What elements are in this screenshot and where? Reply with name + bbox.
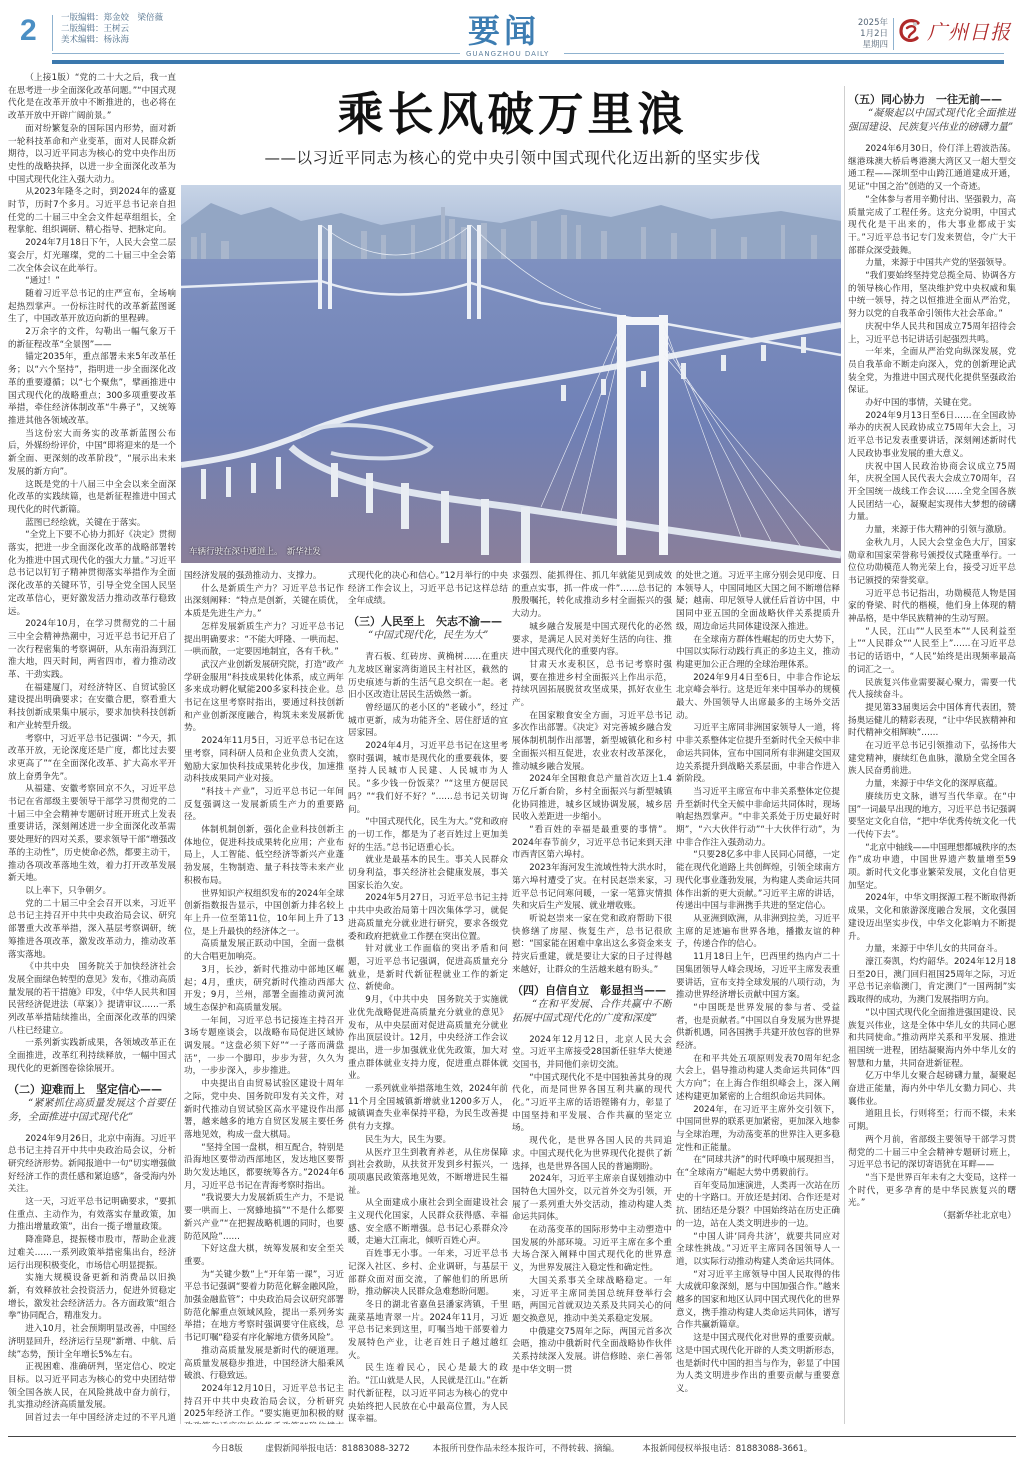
- column-divider: [180, 570, 181, 1424]
- article-column-1: [8, 72, 176, 1424]
- article-paragraph: “中国既是世界发展的参与者、受益者，也是贡献者。”中国以自身发展为世界提供新机遇，同各国携手共建开放包容的世界经济。: [676, 1002, 840, 1052]
- editor-credit: 一版编辑：郑金姣 梁倍薇: [61, 13, 164, 23]
- article-paragraph: 甘肃天水麦积区，总书记考察时强调，要在推进乡村全面振兴上作出示范，持续巩固拓展脱贫攻坚成果，抓好农业生产。: [512, 659, 672, 709]
- article-paragraph: “我说要大力发展新质生产力，不是说要一哄而上、一窝蜂地搞”“不是什么都要新兴产业”“在把握战略机遇的同时，也要防范风险”……: [184, 1193, 344, 1242]
- article-paragraph: 城乡融合发展是中国式现代化的必然要求，是满足人民对美好生活的向往、推进中国式现代化的重要内容。: [512, 621, 672, 658]
- article-paragraph: 《中共中央 国务院关于加快经济社会发展全面绿色转型的意见》发布，《推动高质量发展的若干措施》印发，《中华人民共和国民营经济促进法（草案）》提请审议……一系列改革举措陆续推出，全面深化改革的四梁八柱已经建立。: [8, 962, 176, 1036]
- article-paragraph: 百年变局加速演进，人类再一次站在历史的十字路口。开放还是封闭、合作还是对抗、团结还是分裂？中国始终站在历史正确的一边，站在人类文明进步的一边。: [676, 1180, 840, 1229]
- article-paragraph: 2024年9月26日，北京中南海。习近平总书记主持召开中共中央政治局会议，分析研究经济形势。新闻报道中一句“切实增强做好经济工作的责任感和紧迫感”，备受海内外关注。: [8, 1133, 176, 1195]
- article-paragraph: 3月，长沙，新时代推动中部地区崛起；4月，重庆，研究新时代推动西部大开发；9月，兰州，部署全面推动黄河流域生态保护和高质量发展。: [184, 964, 344, 1013]
- article-paragraph: 在和平共处五项原则发表70周年纪念大会上，倡导推动构建人类命运共同体“四大方向”；在上海合作组织峰会上，深入阐述构建更加紧密的上合组织命运共同体。: [676, 1053, 840, 1102]
- section-heading: （二）迎难而上 坚定信心——: [8, 1082, 162, 1096]
- article-paragraph: 2024年7月18日下午，人民大会堂二层宴会厅，灯光璀璨，党的二十届三中全会第二次全体会议在此举行。: [8, 238, 176, 274]
- article-paragraph: 民生连着民心，民心是最大的政治。“江山就是人民，人民就是江山。”在新时代新征程，以习近平同志为核心的党中央始终把人民放在心中最高位置，为人民谋幸福。: [348, 1363, 508, 1424]
- newspaper-logo[interactable]: [898, 16, 1011, 45]
- article-paragraph: 一年间，习近平总书记接连主持召开3场专题座谈会，以战略布局促进区域协调发展。“这盘必须下好”“一子落而满盘活”，一步一个脚印，步步为营，久久为功，一步步深入，步步推进。: [184, 1015, 344, 1077]
- column-divider: [844, 86, 845, 1424]
- footer-infringement-hotline: 本报新闻侵权举报电话：81883088-3661。: [642, 1444, 813, 1454]
- article-paragraph: 在动荡变革的国际形势中主动塑造中国发展的外部环境。习近平主席在多个重大场合深入阐释中国式现代化的世界意义，为世界发展注入稳定性和确定性。: [512, 1225, 672, 1274]
- article-paragraph: “人民，江山”“人民至本”“人民利益至上”“人民群众”“人民至上”……在习近平总书记的话语中，“人民”始终是出现频率最高的词汇之一。: [848, 626, 1016, 675]
- article-paragraph: “全体参与者用辛勤付出、坚强毅力，高质量完成了工程任务。这充分说明，中国式现代化是干出来的，伟大事业都成于实干。”习近平总书记专门发来贺信，令广大干部群众深受鼓舞。: [848, 194, 1016, 256]
- footer-copyright: 本报所刊登作品未经本报许可，不得转载、摘编。: [432, 1444, 620, 1454]
- article-paragraph: “只要28亿多中非人民同心同德，一定能在现代化道路上共创辉煌，引领全球南方现代化事业蓬勃发展，为构建人类命运共同体作出新的更大贡献。”习近平主席的讲话，传递出中国与非洲携手共进的坚定信心。: [676, 850, 840, 912]
- article-paragraph: 青石板、红砖房、黄桷树……在重庆九龙坡区谢家湾街道民主村社区，截然的历史痕迹与新的生活气息交织在一起。老旧小区改造让居民生活焕然一新。: [348, 652, 508, 701]
- masthead: [0, 0, 1024, 66]
- article-paragraph: 大国关系事关全球战略稳定。一年来，习近平主席同美国总统拜登举行会晤，两国元首就双边关系及共同关心的问题交换意见，推动中美关系稳定发展。: [512, 1275, 672, 1324]
- article-paragraph: 2024年12月12日，北京人民大会堂。习近平主席接受28国新任驻华大使递交国书，并同他们亲切交流。: [512, 1034, 672, 1070]
- article-paragraph: 的处世之道。习近平主席分别会见印度、日本领导人，中国同地区大国之间不断增信释疑；越南、印尼领导人就任后首访中国，中国同中亚五国的全面战略伙伴关系提质升级，周边命运共同体建设深入推进。: [676, 571, 840, 632]
- article-paragraph: 实施大规模设备更新和消费品以旧换新，有效释放社会投资活力，促进外贸稳定增长，激发社会经济活力。各方面政策“组合拳”协同配合，精准发力。: [8, 1273, 176, 1322]
- article-paragraph: 进入10月，社会预期明显改善，中国经济明显回升，经济运行呈现“新增、中航、后续”态势，预计全年增长5%左右。: [8, 1324, 176, 1360]
- article-paragraph: 从福建、安徽考察回京不久，习近平总书记在省部级主要领导干部学习贯彻党的二十届三中全会精神专题研讨班开班式上发表重要讲话，深刻阐述进一步全面深化改革需要处理好的四对关系，要求领导干部“增强改革的主动性”，历史使命必然，都要主动干，推动各项改革落地生效，着力打开改革发展新天地。: [8, 784, 176, 884]
- article-paragraph: （上接1版）“党的二十大之后，我一直在思考进一步全面深化改革问题。”“中国式现代化是在改革开放中不断推进的，也必将在改革开放中开辟广阔前景。”: [8, 73, 176, 122]
- article-paragraph: 2024年9月4日至6日，中非合作论坛北京峰会举行。这是近年来中国举办的规模最大、外国领导人出席最多的主场外交活动。: [676, 672, 840, 721]
- issue-date: [848, 18, 888, 51]
- section-heading: （三）人民至上 矢志不渝——: [348, 615, 502, 629]
- article-paragraph: 亿万中华儿女聚合起磅礴力量，凝聚起奋进正能量，海内外中华儿女勠力同心、共襄伟业。: [848, 1071, 1016, 1107]
- article-paragraph: “通过！”: [25, 276, 60, 287]
- editor-credit: 二版编辑：王树云: [61, 24, 130, 34]
- article-paragraph: “我们要始终坚持党总揽全局、协调各方的领导核心作用，坚决维护党中央权威和集中统一领导，持之以恒推进全面从严治党，努力以党的自我革命引领伟大社会革命。”: [848, 271, 1016, 320]
- article-paragraph: “科技＋产业”，习近平总书记一年间反复强调这一发展新质生产力的重要路径。: [184, 786, 344, 823]
- section-heading: （五）同心协力 一往无前——: [848, 93, 1002, 106]
- article-paragraph: 下好这盘大棋，统筹发展和安全至关重要。: [184, 1244, 344, 1267]
- editor-credit: 美术编辑：杨泳海: [61, 35, 130, 45]
- section-quote: “凝聚起以中国式现代化全面推进强国建设、民族复兴伟业的磅礴力量”: [848, 108, 1016, 133]
- section-quote: “在和平发展、合作共赢中不断拓展中国式现代化的广度和深度”: [512, 998, 672, 1024]
- article-paragraph: 力量，来源于中华文化的深厚底蕴。: [865, 779, 1003, 790]
- article-paragraph: 从全面建成小康社会到全面建设社会主义现代化国家，人民群众获得感、幸福感、安全感不断增强。总书记心系群众冷暖，走遍大江南北，倾听百姓心声。: [348, 1198, 508, 1247]
- article-paragraph: “中国式现代化，民生为大。”党和政府的一切工作，都是为了老百姓过上更加美好的生活。”总书记语重心长。: [348, 817, 508, 853]
- article-paragraph: 以上率下，只争朝夕。: [25, 886, 112, 896]
- article-headline: 乘长风破万里浪: [337, 87, 688, 141]
- article-paragraph: “中国式现代化不是中国独善其身的现代化，而是同世界各国互利共赢的现代化。”习近平主席的话语铿锵有力，彰显了中国坚持和平发展、合作共赢的坚定立场。: [512, 1072, 672, 1134]
- article-paragraph: 2024年全国粮食总产量首次迈上1.4万亿斤新台阶，乡村全面振兴与新型城镇化协同推进，城乡区域协调发展，城乡居民收入差距进一步缩小。: [512, 774, 672, 823]
- article-paragraph: “中国人讲‘同舟共济’，就要共同应对全球性挑战。”习近平主席同各国领导人一道，以实际行动推动构建人类命运共同体。: [676, 1231, 840, 1267]
- section-heading: （四）自信自立 彰显担当——: [512, 983, 666, 997]
- masthead-divider: [893, 18, 894, 50]
- article-paragraph: 从2023年隆冬之时，到2024年的盛夏时节，历时7个多月。习近平总书记亲自担任党的二十届三中全会文件起草组组长，全程掌舵、组织调研、精心指导、把脉定向。: [8, 187, 176, 236]
- article-paragraph: 冬日的湖北省嘉鱼县潘家湾镇，千里蔬菜基地青翠一片。2024年11月，习近平总书记来到这里，叮嘱当地干部要着力发展特色产业，让老百姓日子越过越红火。: [348, 1299, 508, 1361]
- article-paragraph: 党的二十届三中全会召开以来，习近平总书记主持召开中共中央政治局会议、研究部署重大改革举措，深入基层考察调研，统筹推进各项改革，激发改革动力，推动改革落实落地。: [8, 898, 176, 960]
- article-paragraph: 求强烈、能抓得住、抓几年就能见到成效的重点实事，抓一件成一件”……总书记的殷殷嘱托，转化成推动乡村全面振兴的强大动力。: [512, 571, 672, 620]
- article-paragraph: 这一天，习近平总书记明确要求，“要抓住重点、主动作为，有效落实存量政策，加力推出增量政策”，出台一揽子增量政策。: [8, 1197, 176, 1233]
- article-paragraph: 式现代化的决心和信心。”12月举行的中央经济工作会议上，习近平总书记这样总结全年成绩。: [348, 571, 508, 607]
- article-paragraph: 一系列就业举措落地生效，2024年前11个月全国城镇新增就业1200多万人，城镇调查失业率保持平稳，为民生改善提供有力支撑。: [348, 1084, 508, 1133]
- article-paragraph: 2024年10月，在学习贯彻党的二十届三中全会精神热潮中，习近平总书记开启了一次行程密集的考察调研，从东南沿海到江淮大地，四天时间，两省四市，着力推动改革、干劲实践。: [8, 619, 176, 681]
- article-paragraph: 2024年5月27日，习近平总书记主持中共中央政治局第十四次集体学习，就促进高质量充分就业进行研究，要求各级党委和政府把就业工作摆在突出位置。: [348, 893, 508, 942]
- article-paragraph: 2024年，中华文明探源工程不断取得新成果，文化和旅游深度融合发展，文化强国建设迈出坚实步伐，中华文化影响力不断提升。: [848, 893, 1016, 942]
- article-paragraph: 在福建厦门，对经济特区、自贸试验区建设提出明确要求；在安徽合肥，察看重大科技创新成果集中展示，要求加快科技创新和产业转型升级。: [8, 682, 176, 731]
- article-paragraph: 一系列新实践新成果，各领域改革正在全面推进，改革红利持续释放，一幅中国式现代化的更新图卷徐徐展开。: [8, 1038, 176, 1074]
- article-paragraph: 2024年9月13日至6日……在全国政协举办的庆祝人民政协成立75周年大会上，习近平总书记发表重要讲话，深刻阐述新时代人民政协事业发展的重大意义。: [848, 410, 1016, 459]
- article-paragraph: 国经济发展的强劲推动力、支撑力。: [184, 571, 322, 581]
- date-year: 2025年: [857, 18, 888, 28]
- section-quote: “紧紧抓住高质量发展这个首要任务，全面推进中国式现代化”: [8, 1097, 176, 1123]
- article-paragraph: “坚持全国一盘棋，相互配合，特别是沿海地区要带动西部地区，发达地区要帮助欠发达地区，都要统筹各方。”2024年6月，习近平总书记在青海考察时指出。: [184, 1142, 344, 1191]
- article-paragraph: 听说赵崇来一家在党和政府帮助下很快修缮了房屋、恢复生产，总书记很欣慰：“国家能在困难中拿出这么多资金来支持灾后重建，就是要让大家的日子过得越来越好，让群众的生活越来越有盼头。”: [512, 913, 672, 975]
- article-paragraph: 怎样发展新质生产力？习近平总书记提出明确要求：“不能大呼隆、一哄而起、一哄而散，一定要因地制宜，各有千秋。”: [184, 621, 344, 658]
- article-paragraph: 百姓事无小事。一年来，习近平总书记深入社区、乡村、企业调研，与基层干部群众面对面交流，了解他们的所思所盼，推动解决人民群众急难愁盼问题。: [348, 1249, 508, 1298]
- article-paragraph: 在国家粮食安全方面，习近平总书记多次作出部署。《决定》对完善城乡融合发展体制机制作出部署，新型城镇化和乡村全面振兴相互促进，农业农村改革深化，推动城乡融合发展。: [512, 710, 672, 772]
- article-paragraph: 民族复兴伟业需要凝心聚力，需要一代代人接续奋斗。: [848, 677, 1016, 701]
- bridge-photo: [181, 185, 841, 563]
- article-paragraph: 2024年6月30日，伶仃洋上碧波浩荡。继港珠澳大桥后粤港澳大湾区又一超大型交通工程——深圳至中山跨江通道建成开通，见证“中国之治”创造的又一个奇迹。: [848, 144, 1016, 193]
- article-paragraph: 一年来，全面从严治党向纵深发展，党员自我革命不断走向深入，党的创新理论武装全党，为推进中国式现代化提供坚强政治保证。: [848, 347, 1016, 396]
- article-paragraph: 2024年12月10日，习近平总书记主持召开中共中央政治局会议，分析研究2025年经济工作。“要实施更加积极的财: [184, 1384, 344, 1420]
- footer-rule: [8, 1436, 1016, 1437]
- article-paragraph: 提见第33届奥运会中国体育代表团，赞扬奥运健儿的精彩表现，“让中华民族精神和时代精神交相辉映”……: [848, 702, 1016, 739]
- page-footer: [0, 1442, 1024, 1454]
- article-paragraph: 为“关键少数”上“开年第一课”，习近平总书记强调“要着力防范化解金融风险，加强金融监管”；中央政治局会议研究部署防范化解重点领域风险，提出一系列务实举措；在地方考察时强调要守住底线，总书记叮嘱“稳妥有序化解地方债务风险”。: [184, 1269, 344, 1344]
- article-byline: （据新华社北京电）: [938, 1211, 1016, 1222]
- article-paragraph: 庆祝中华人民共和国成立75周年招待会上，习近平总书记讲话引起强烈共鸣。: [848, 321, 1016, 345]
- article-paragraph: “对习近平主席领导中国人民取得的伟大成就印象深刻，愿与中国加强合作。”越来越多的国家和地区认同中国式现代化的世界意义，携手推动构建人类命运共同体，谱写合作共赢新篇章。: [676, 1269, 840, 1331]
- article-paragraph: 当习近平主席宣布中非关系整体定位提升至新时代全天候中非命运共同体时，现场响起热烈掌声。“中非关系处于历史最好时期”，“六大伙伴行动”“十大伙伴行动”，为中非合作注入强劲动力。: [676, 786, 840, 848]
- masthead-rule: [52, 53, 460, 54]
- article-paragraph: 锚定2035年，重点部署未来5年改革任务；以“六个坚持”，指明进一步全面深化改革的重要遵循；以“七个聚焦”，擘画推进中国式现代化的战略重点；300多项重要改革举措，牵住经济体制改革“牛鼻子”，又统筹推进其他各领域改革。: [8, 352, 176, 426]
- article-paragraph: 2024年，习近平主席亲自谋划推动中国特色大国外交，以元首外交为引领，开展了一系列重大外交活动，推动构建人类命运共同体。: [512, 1174, 672, 1223]
- editor-credits: [61, 13, 163, 46]
- article-paragraph: 办好中国的事情，关键在党。: [865, 398, 977, 409]
- masthead-bar: [52, 60, 1004, 64]
- article-subheadline: ——以习近平同志为核心的党中央引领中国式现代化迈出新的坚实步伐: [264, 149, 761, 167]
- section-subtitle: GUANGZHOU DAILY: [466, 50, 550, 58]
- article-paragraph: 这既是党的十八届三中全会以来全面深化改革的实践续篇，也是新征程推进中国式现代化的时代新篇。: [8, 479, 176, 515]
- article-paragraph: 面对纷繁复杂的国际国内形势，面对新一轮科技革命和产业变革，面对人民群众新期待，以习近平同志为核心的党中央作出历史性的战略抉择，以进一步全面深化改革为中国式现代化注入强大动力。: [8, 123, 176, 185]
- article-paragraph: 世界知识产权组织发布的2024年全球创新指数报告显示，中国创新力排名较上年上升一位至第11位，10年间上升了13位，是上升最快的经济体之一。: [184, 888, 344, 937]
- article-paragraph: 金秋九月，人民大会堂金色大厅，国家勋章和国家荣誉称号颁授仪式隆重举行。一位位功勋模范人物光荣上台，接受习近平总书记颁授的荣誉奖章。: [848, 537, 1016, 586]
- article-paragraph: 力量，来源于伟大精神的引领与激励。: [865, 525, 1012, 536]
- article-paragraph: 2万余字的文件，勾勒出一幅气象万千的新征程改革“全景图”——: [8, 327, 176, 350]
- article-paragraph: 就业是最基本的民生。事关人民群众切身利益，事关经济社会健康发展，事关国家长治久安。: [348, 855, 508, 891]
- article-paragraph: 道阻且长，行则将至；行而不辍，未来可期。: [848, 1109, 1016, 1133]
- article-paragraph: 随着习近平总书记的庄严宣布，全场响起热烈掌声。一份标注时代的改革新蓝图诞生了，中国改革开放迈向新的里程碑。: [8, 288, 176, 325]
- article-paragraph: “全党上下要不心协力抓好《决定》贯彻落实，把进一步全面深化改革的战略部署转化为推进中国式现代化的强大力量。”习近平总书记以钉钉子精神贯彻落实举措作为全面深化改革的关键环节，引导全党全国人民坚定改革信心，更好激发活力推动改革行稳致远。: [8, 530, 176, 617]
- article-paragraph: 在全球南方群体性崛起的历史大势下，中国以实际行动践行真正的多边主义，推动构建更加公正合理的全球治理体系。: [676, 634, 840, 670]
- photo-caption: 车辆行驶在深中通道上。 新华社发: [189, 547, 321, 557]
- article-paragraph: 力量，来源于中华儿女的共同奋斗。: [865, 944, 1003, 955]
- article-paragraph: 中央提出自由贸易试验区建设十周年之际，党中央、国务院印发有关文件，对新时代推动自贸试验区高水平建设作出部署，越来越多的地方自贸区发展主要任务落地见效，构成一盘大棋局。: [184, 1079, 344, 1140]
- page-number: 2: [20, 14, 37, 47]
- article-paragraph: 考察中，习近平总书记强调：“今天，抓改革开放，无论深度还是广度，都比过去要求更高了”“在全面深化改革、扩大高水平开放上奋勇争先”。: [8, 733, 176, 782]
- article-paragraph: 曾经逼仄的老小区的“老破小”，经过城市更新，成为功能齐全、居住舒适的宜居家园。: [348, 702, 508, 739]
- article-paragraph: 两个月前，省部级主要领导干部学习贯彻党的二十届三中全会精神专题研讨班上，习近平总书记的深切寄语犹在耳畔——: [848, 1134, 1016, 1171]
- masthead-rule: [564, 53, 1004, 54]
- date-day: 1月2日: [860, 29, 888, 39]
- article-paragraph: 这是中国式现代化对世界的重要贡献。这是中国式现代化开辟的人类文明新形态，也是新时代中国的担当与作为，彰显了中国为人类文明进步作出的重要贡献与重要意义。: [676, 1333, 840, 1394]
- article-paragraph: 从亚洲到欧洲，从非洲到拉美，习近平主席的足迹遍布世界各地，播撒友谊的种子，传递合作的信心。: [676, 913, 840, 950]
- footer-hotline: 虚假新闻举报电话：81883088-3272: [265, 1444, 410, 1454]
- article-paragraph: 在习近平总书记引领推动下，弘扬伟大建党精神，赓续红色血脉，激励全党全国各族人民奋勇前进。: [848, 741, 1016, 777]
- masthead-divider: [52, 15, 53, 51]
- article-paragraph: 在“同球共济”的时代呼唤中展现担当，在“全球南方”崛起大势中勇毅前行。: [676, 1155, 840, 1179]
- newspaper-name: 广州日报: [927, 20, 1011, 44]
- article-paragraph: 2024年11月5日，习近平总书记在这里考察，同科研人员和企业负责人交流，勉励大家加快科技成果转化步伐，加速推动科技成果同产业对接。: [184, 736, 344, 785]
- article-column-4: [512, 570, 672, 1424]
- article-paragraph: 体制机制创新，强化企业科技创新主体地位，促进科技成果转化应用；产业布局上，人工智能、低空经济等新兴产业蓬勃发展，生物制造、量子科技等未来产业积极布局。: [184, 825, 344, 886]
- article-paragraph: 习近平总书记指出，功勋模范人物是国家的脊梁、时代的楷模，他们身上体现的精神品格，是中华民族精神的生动写照。: [848, 588, 1016, 625]
- article-paragraph: 降准降息，提振楼市股市，帮助企业渡过难关……一系列政策举措密集出台，经济运行出现积极变化，市场信心明显提振。: [8, 1235, 176, 1271]
- article-paragraph: 回首过去一年中国经济走过的不平凡道: [25, 1413, 176, 1424]
- article-paragraph: 推动高质量发展是新时代的硬道理。高质量发展稳步推进，中国经济大船乘风破浪、行稳致远。: [184, 1345, 344, 1382]
- article-column-2: [184, 570, 344, 1424]
- article-paragraph: 庆祝中国人民政治协商会议成立75周年，庆祝全国人民代表大会成立70周年，召开全国统一战线工作会议……全党全国各族人民团结一心，凝聚起实现伟大梦想的磅礴力量。: [848, 461, 1016, 523]
- article-paragraph: “看百姓的幸福是最重要的事情”。2024年春节前夕，习近平总书记来到天津市西青区第六埠村。: [512, 825, 672, 861]
- article-paragraph: “北京中轴线——中国理想都城秩序的杰作”成功申遗，中国世界遗产数量增至59项。新时代文化事业繁荣发展，文化自信更加坚定。: [848, 842, 1016, 891]
- article-paragraph: 高质量发展正跃动中国，全面一盘棋的大合唱更加响亮。: [184, 939, 344, 963]
- article-paragraph: 9月，《中共中央 国务院关于实施就业优先战略促进高质量充分就业的意见》发布，从中央层面对促进高质量充分就业作出顶层设计。12月，中央经济工作会议提出，进一步加强就业优先政策，加大对重点群体就业支持力度，促进重点群体就业。: [348, 995, 508, 1082]
- article-paragraph: 正视困难、准确研判，坚定信心、咬定目标。以习近平同志为核心的党中央团结带领全国各族人民，在风险挑战中奋力前行，扎实推动经济高质量发展。: [8, 1362, 176, 1411]
- article-paragraph: “以中国式现代化全面推进强国建设、民族复兴伟业，这是全体中华儿女的共同心愿和共同使命。”推动两岸关系和平发展、推进祖国统一进程，团结凝聚海内外中华儿女的智慧和力量，共同奋进新征程。: [848, 1007, 1016, 1069]
- section-title: 要闻: [468, 12, 541, 50]
- article-paragraph: “当下是世界百年未有之大变局，这样一个时代，更多孕育的是中华民族复兴的曙光。”: [848, 1172, 1016, 1209]
- article-paragraph: 现代化，是世界各国人民的共同追求。中国式现代化为世界现代化提供了新选择，也是世界各国人民的普遍期盼。: [512, 1136, 672, 1172]
- section-quote: “中国式现代化，民生为大”: [368, 630, 489, 642]
- newspaper-logo-icon: [898, 18, 924, 44]
- article-paragraph: 武汉产业创新发展研究院，打造“政产学研金服用”科技成果转化体系，成立两年多来成功孵化赋能200多家科技企业。总书记在这里考察时指出，要通过科技创新和产业创新深度融合，构筑未来发展新优势。: [184, 659, 344, 734]
- article-column-3: [348, 570, 508, 1424]
- article-paragraph: 从医疗卫生到教育养老，从住房保障到社会救助，从扶贫开发到乡村振兴，一项项惠民政策落地见效，不断增进民生福祉。: [348, 1147, 508, 1196]
- article-paragraph: 蓝图已经绘就，关键在于落实。: [25, 517, 146, 528]
- bridge-photo-icon: [181, 185, 841, 563]
- article-paragraph: 11月18日上午，巴西里约热内卢二十国集团领导人峰会现场，习近平主席发表重要讲话，宣布支持全球发展的八项行动，为推动世界经济增长贡献中国方案。: [676, 952, 840, 1001]
- article-paragraph: 习近平主席同非洲国家领导人一道，将中非关系整体定位提升至新时代全天候中非命运共同体，宣布中国同所有非洲建交国双边关系提升到战略关系层面，中非合作进入新阶段。: [676, 723, 840, 785]
- article-paragraph: 赓续历史文脉，谱写当代华章。在“中国”一词最早出现的地方，习近平总书记强调要坚定文化自信，“把中华优秀传统文化一代一代传下去”。: [848, 791, 1016, 840]
- article-paragraph: 力量，来源于中国共产党的坚强领导。: [865, 258, 1012, 269]
- article-column-6: [848, 86, 1016, 1424]
- article-paragraph: 针对就业工作面临的突出矛盾和问题，习近平总书记强调，促进高质量充分就业，是新时代新征程就业工作的新定位、新使命。: [348, 944, 508, 993]
- article-paragraph: 民生为大，民生为要。: [365, 1134, 452, 1145]
- article-paragraph: 当这份宏大而务实的改革新蓝图公布后，外媒纷纷评价，中国“即将迎来的是一个新全面、更深刻的改革阶段”，“展示出未来发展的新方向”。: [8, 428, 176, 477]
- article-paragraph: 濠江奏凯，灼灼韶华。2024年12月18日至20日，澳门回归祖国25周年之际，习近平总书记亲临澳门，肯定澳门“一国两制”实践取得的成功，为澳门发展指明方向。: [848, 957, 1016, 1006]
- footer-page-count: 今日8版: [211, 1444, 243, 1454]
- article-paragraph: 2023年海河发生流域性特大洪水时，第六埠村遭受了灾。在村民赵崇来家，习近平总书记问寒问暖，一家一笔算灾情损失和灾后生产发展、就业增收账。: [512, 863, 672, 912]
- article-paragraph: 2024年4月，习近平总书记在这里考察时强调，城市是现代化的重要载体，要坚持人民城市人民建、人民城市为人民。“多少钱一份饭菜？”“这里方便居民吗？”“我们好不好？”……总书记关切询问。: [348, 741, 508, 815]
- date-weekday: 星期四: [862, 40, 888, 50]
- article-column-5: [676, 570, 840, 1424]
- article-paragraph: 2024年，在习近平主席外交引领下，中国同世界的联系更加紧密，更加深入地参与全球治理，为动荡变革的世界注入更多稳定性和正能量。: [676, 1104, 840, 1153]
- article-paragraph: 中俄建交75周年之际，两国元首多次会晤，推动中俄新时代全面战略协作伙伴关系持续深入发展。讲信修睦、亲仁善邻是中华文明一贯: [512, 1326, 672, 1375]
- article-paragraph: 什么是新质生产力？习近平总书记作出深刻阐释：“特点是创新，关键在质优，本质是先进生产力。”: [184, 583, 344, 620]
